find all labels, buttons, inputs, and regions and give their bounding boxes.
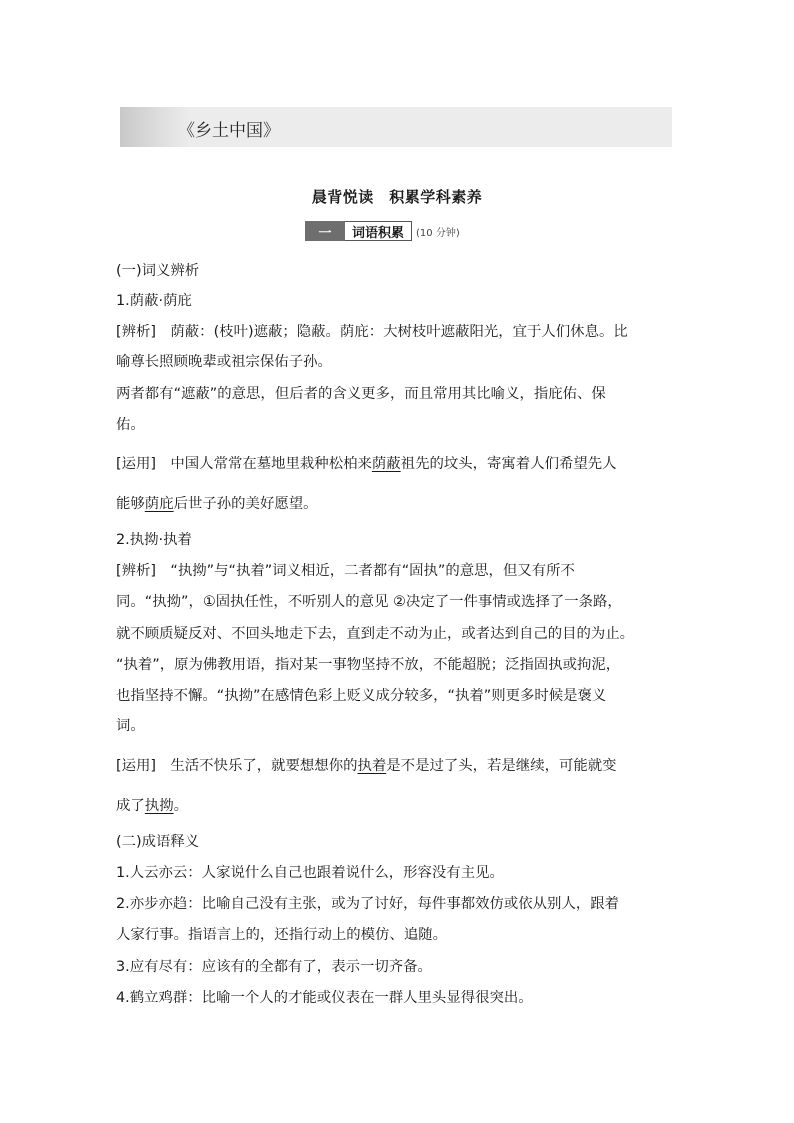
item1-analysis-4: 佑。 [116, 417, 145, 433]
item1-title: 1.荫蔽·荫庇 [116, 293, 192, 309]
idiom-2-cont: 人家行事。指语言上的，还指行动上的模仿、追随。 [116, 927, 447, 943]
item2-analysis-5: 也指坚持不懈。“执拗”在感情色彩上贬义成分较多，“执着”则更多时候是褒义 [116, 688, 607, 704]
idiom-4: 4.鹤立鸡群：比喻一个人的才能或仪表在一群人里头显得很突出。 [116, 990, 533, 1006]
item2-usage-2: 成了执拗。 [116, 798, 188, 814]
item2-analysis-2: 同。“执拗”，①固执任性，不听别人的意见 ②决定了一件事情或选择了一条路， [116, 594, 622, 610]
idiom-3: 3.应有尽有：应该有的全都有了，表示一切齐备。 [116, 959, 432, 975]
idiom-1: 1.人云亦云：人家说什么自己也跟着说什么，形容没有主见。 [116, 865, 504, 881]
item2-analysis-3: 就不顾质疑反对、不回头地走下去，直到走不动为止，或者达到自己的目的为止。 [116, 626, 635, 642]
tag-label: 词语积累 [345, 221, 412, 241]
underlined-word: 执着 [357, 758, 387, 774]
item2-usage-1: [运用] 生活不快乐了，就要想想你的执着是不是过了头，若是继续，可能就变 [116, 758, 617, 774]
underlined-word: 荫庇 [144, 496, 174, 512]
chapter-banner [120, 107, 672, 147]
item2-analysis-6: 词。 [116, 718, 145, 734]
underlined-word: 荫蔽 [371, 456, 401, 472]
item1-analysis-2: 喻尊长照顾晚辈或祖宗保佑子孙。 [116, 354, 332, 370]
item2-title: 2.执拗·执着 [116, 532, 192, 548]
section-title: 晨背悦读 积累学科素养 [311, 188, 483, 206]
underlined-word: 执拗 [144, 798, 174, 814]
item1-usage-2: 能够荫庇后世子孙的美好愿望。 [116, 496, 318, 512]
item2-analysis-1: [辨析] “执拗”与“执着”词义相近，二者都有“固执”的意思，但又有所不 [116, 563, 575, 579]
idiom-2: 2.亦步亦趋：比喻自己没有主张，或为了讨好，每件事都效仿或依从别人，跟着 [116, 896, 620, 912]
tag-number: 一 [305, 221, 345, 241]
item1-usage-1: [运用] 中国人常常在墓地里栽种松柏来荫蔽祖先的坟头，寄寓着人们希望先人 [116, 456, 617, 472]
tag-time: (10 分钟) [416, 227, 460, 239]
item1-analysis-1: [辨析] 荫蔽：(枝叶)遮蔽；隐蔽。荫庇：大树枝叶遮蔽阳光，宜于人们休息。比 [116, 324, 628, 340]
item1-analysis-3: 两者都有“遮蔽”的意思，但后者的含义更多，而且常用其比喻义，指庇佑、保 [116, 386, 606, 402]
section-tag [305, 221, 460, 241]
part2-heading: (二)成语释义 [116, 834, 200, 850]
part1-heading: (一)词义辨析 [116, 263, 200, 279]
chapter-title: 《乡土中国》 [178, 121, 280, 141]
item2-analysis-4: “执着”，原为佛教用语，指对某一事物坚持不放，不能超脱；泛指固执或拘泥， [116, 657, 621, 673]
